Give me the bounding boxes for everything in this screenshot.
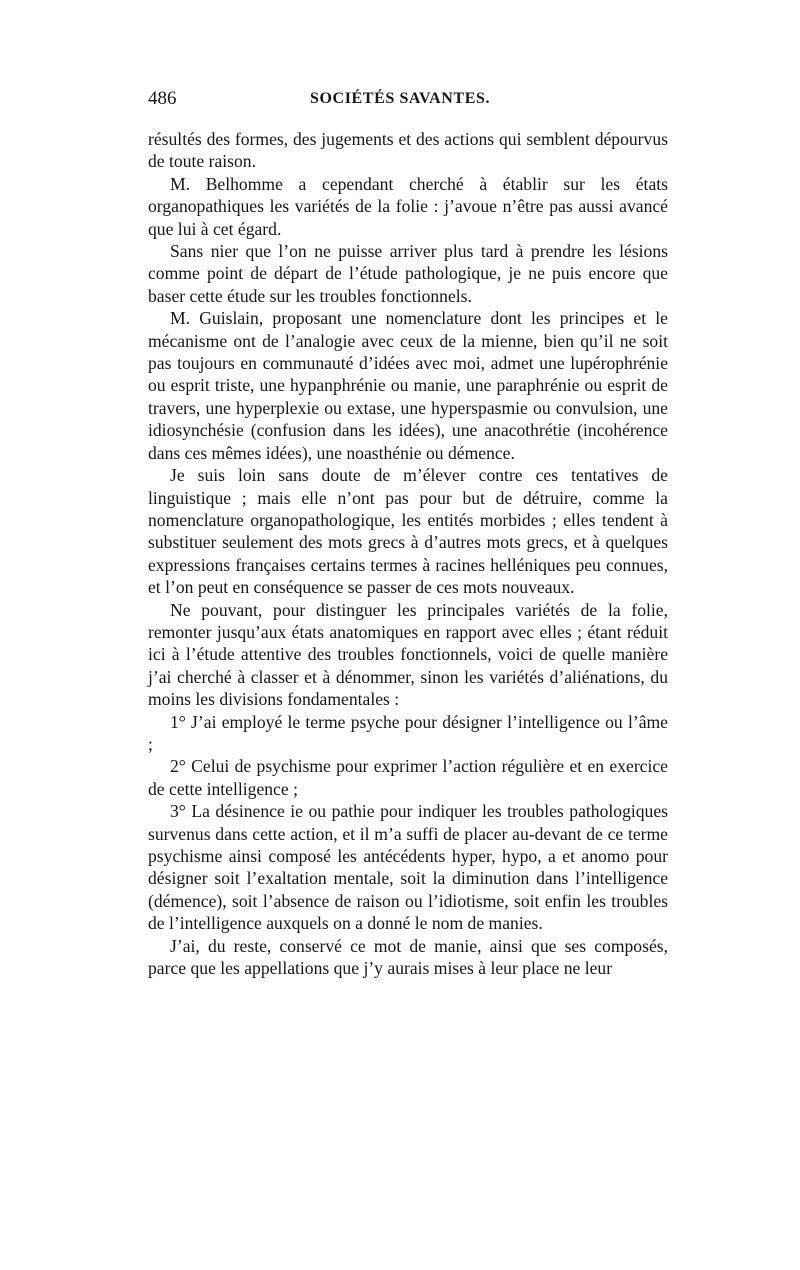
running-title: SOCIÉTÉS SAVANTES. <box>310 90 491 107</box>
paragraph: M. Belhomme a cependant cherché à établir sur les états organopathiques les variétés de la folie : j’avoue n’être pas aussi avancé que lui à cet égard. <box>148 173 668 239</box>
page-header <box>148 88 668 118</box>
paragraph: Sans nier que l’on ne puisse arriver plus tard à prendre les lésions comme point de départ de l’étude pathologique, je ne puis encore que baser cette étude sur les troubles fonctionnels. <box>148 241 668 306</box>
paragraph: J’ai, du reste, conservé ce mot de manie, ainsi que ses composés, parce que les appellations que j’y aurais mises à leur place ne leur <box>148 935 668 979</box>
list-item: 1° J’ai employé le terme psyche pour désigner l’intelligence ou l’âme ; <box>148 711 668 754</box>
paragraph: M. Guislain, proposant une nomenclature dont les principes et le mécanisme ont de l’analogie avec ceux de la mienne, bien qu’il ne soit pas toujours en communauté d’idées avec moi, admet une lupérophrénie ou esprit triste, une hypanphrénie ou manie, une paraphrénie ou esprit de travers, une hyperplexie ou extase, une hyperspasmie ou convulsion, une idiosynchésie (confusion dans les idées), une anacothrétie (incohérence dans ces mêmes idées), une noasthénie ou démence. <box>148 308 668 463</box>
list-item: 3° La désinence ie ou pathie pour indiquer les troubles pathologiques survenus dans cette action, et il m’a suffi de placer au-devant de ce terme psychisme ainsi composé les antécédents hyper, hypo, a et anomo pour désigner soit l’exaltation mentale, soit la diminution dans l’intelligence (démence), soit l’absence de raison ou l’idiotisme, soit enfin les troubles de l’intelligence auxquels on a donné le nom de manies. <box>148 801 668 934</box>
paragraph: Ne pouvant, pour distinguer les principales variétés de la folie, remonter jusqu’aux états anatomiques en rapport avec elles ; étant réduit ici à l’étude attentive des troubles fonctionnels, voici de quelle manière j’ai cherché à classer et à dénommer, sinon les variétés d’aliénations, du moins les divisions fondamentales : <box>148 599 668 710</box>
paragraph: Je suis loin sans doute de m’élever contre ces tentatives de linguistique ; mais elle n’ont pas pour but de détruire, comme la nomenclature organopathologique, les entités morbides ; elles tendent à substituer seulement des mots grecs à d’autres mots grecs, et à quelques expressions françaises certains termes à racines helléniques peu connues, et l’on peut en conséquence se passer de ces mots nouveaux. <box>148 465 668 598</box>
paragraph-continuation: résultés des formes, des jugements et des actions qui semblent dépourvus de toute raison. <box>148 129 668 172</box>
list-item: 2° Celui de psychisme pour exprimer l’action régulière et en exercice de cette intelligence ; <box>148 756 668 799</box>
page-number: 486 <box>148 88 177 109</box>
body-text <box>148 128 668 979</box>
